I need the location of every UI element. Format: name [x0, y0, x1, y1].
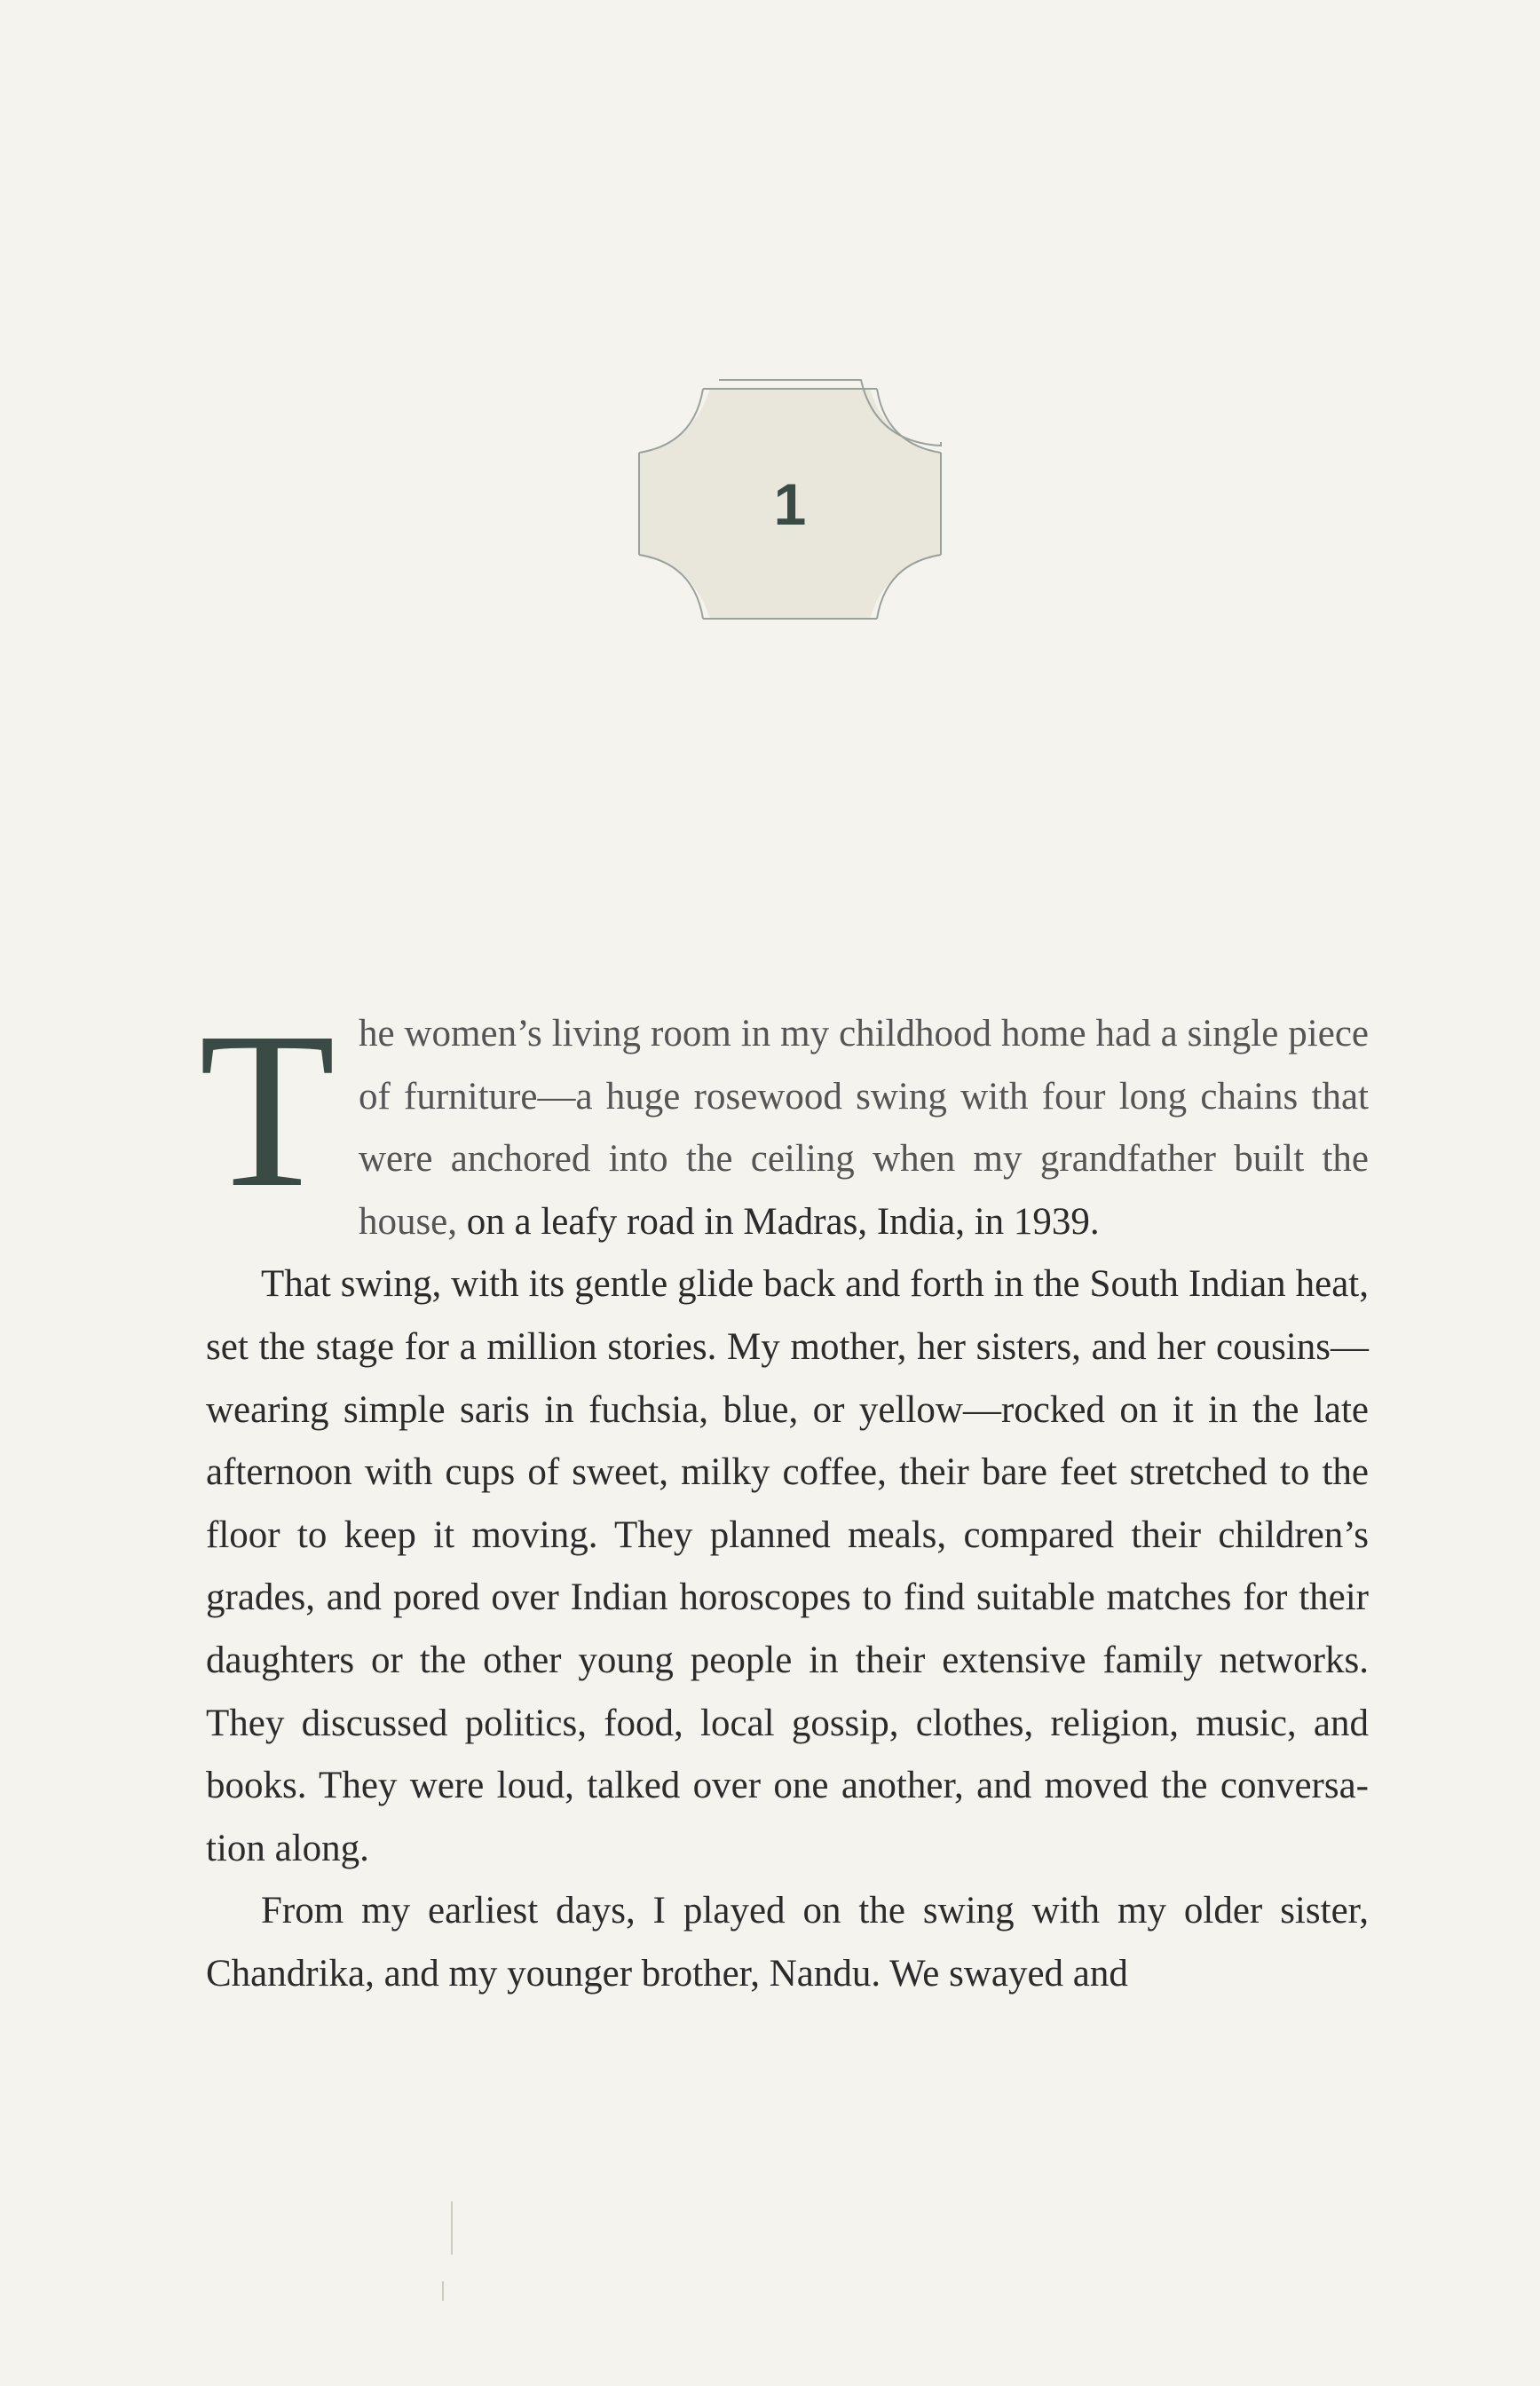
- chapter-ornament: [621, 364, 959, 644]
- drop-cap: T: [199, 985, 336, 1234]
- paragraph-1: [199, 985, 1369, 1253]
- page-scan-mark: [451, 2201, 453, 2255]
- paragraph-1-lead: he women’s living room in my childhood home had a single piece of furniture—a huge rosewood swing with four long chains that were anchored into the ceiling when my grandfather built the house,: [358, 1013, 1369, 1243]
- page-scan-mark: [442, 2281, 444, 2301]
- paragraph-3: From my earliest days, I played on the swing with my older sister, Chandrika, and my younger brother, Nandu. We swayed and: [206, 1890, 1369, 1995]
- chapter-number: 1: [773, 470, 807, 537]
- paragraph-1-rest: on a leafy road in Madras, India, in 1939.: [457, 1200, 1100, 1243]
- paragraph-2: That swing, with its gentle glide back and forth in the South Indian heat, set the stage for a million stories. My mother, her sisters, and her cousins—wearing simple saris in fuchsia, blue, or yellow—rocked on it in the late afternoon with cups of sweet, milky coffee, their bare feet stretched to the floor to keep it moving. They planned meals, compared their children’s grades, and pored over Indian horoscopes to find suitable matches for their daughters or the other young people in their extensive family networks. They discussed politics, food, local gossip, clothes, religion, music, and books. They were loud, talked over one another, and moved the conversation along.: [206, 1263, 1369, 1869]
- chapter-text: [199, 985, 1369, 2006]
